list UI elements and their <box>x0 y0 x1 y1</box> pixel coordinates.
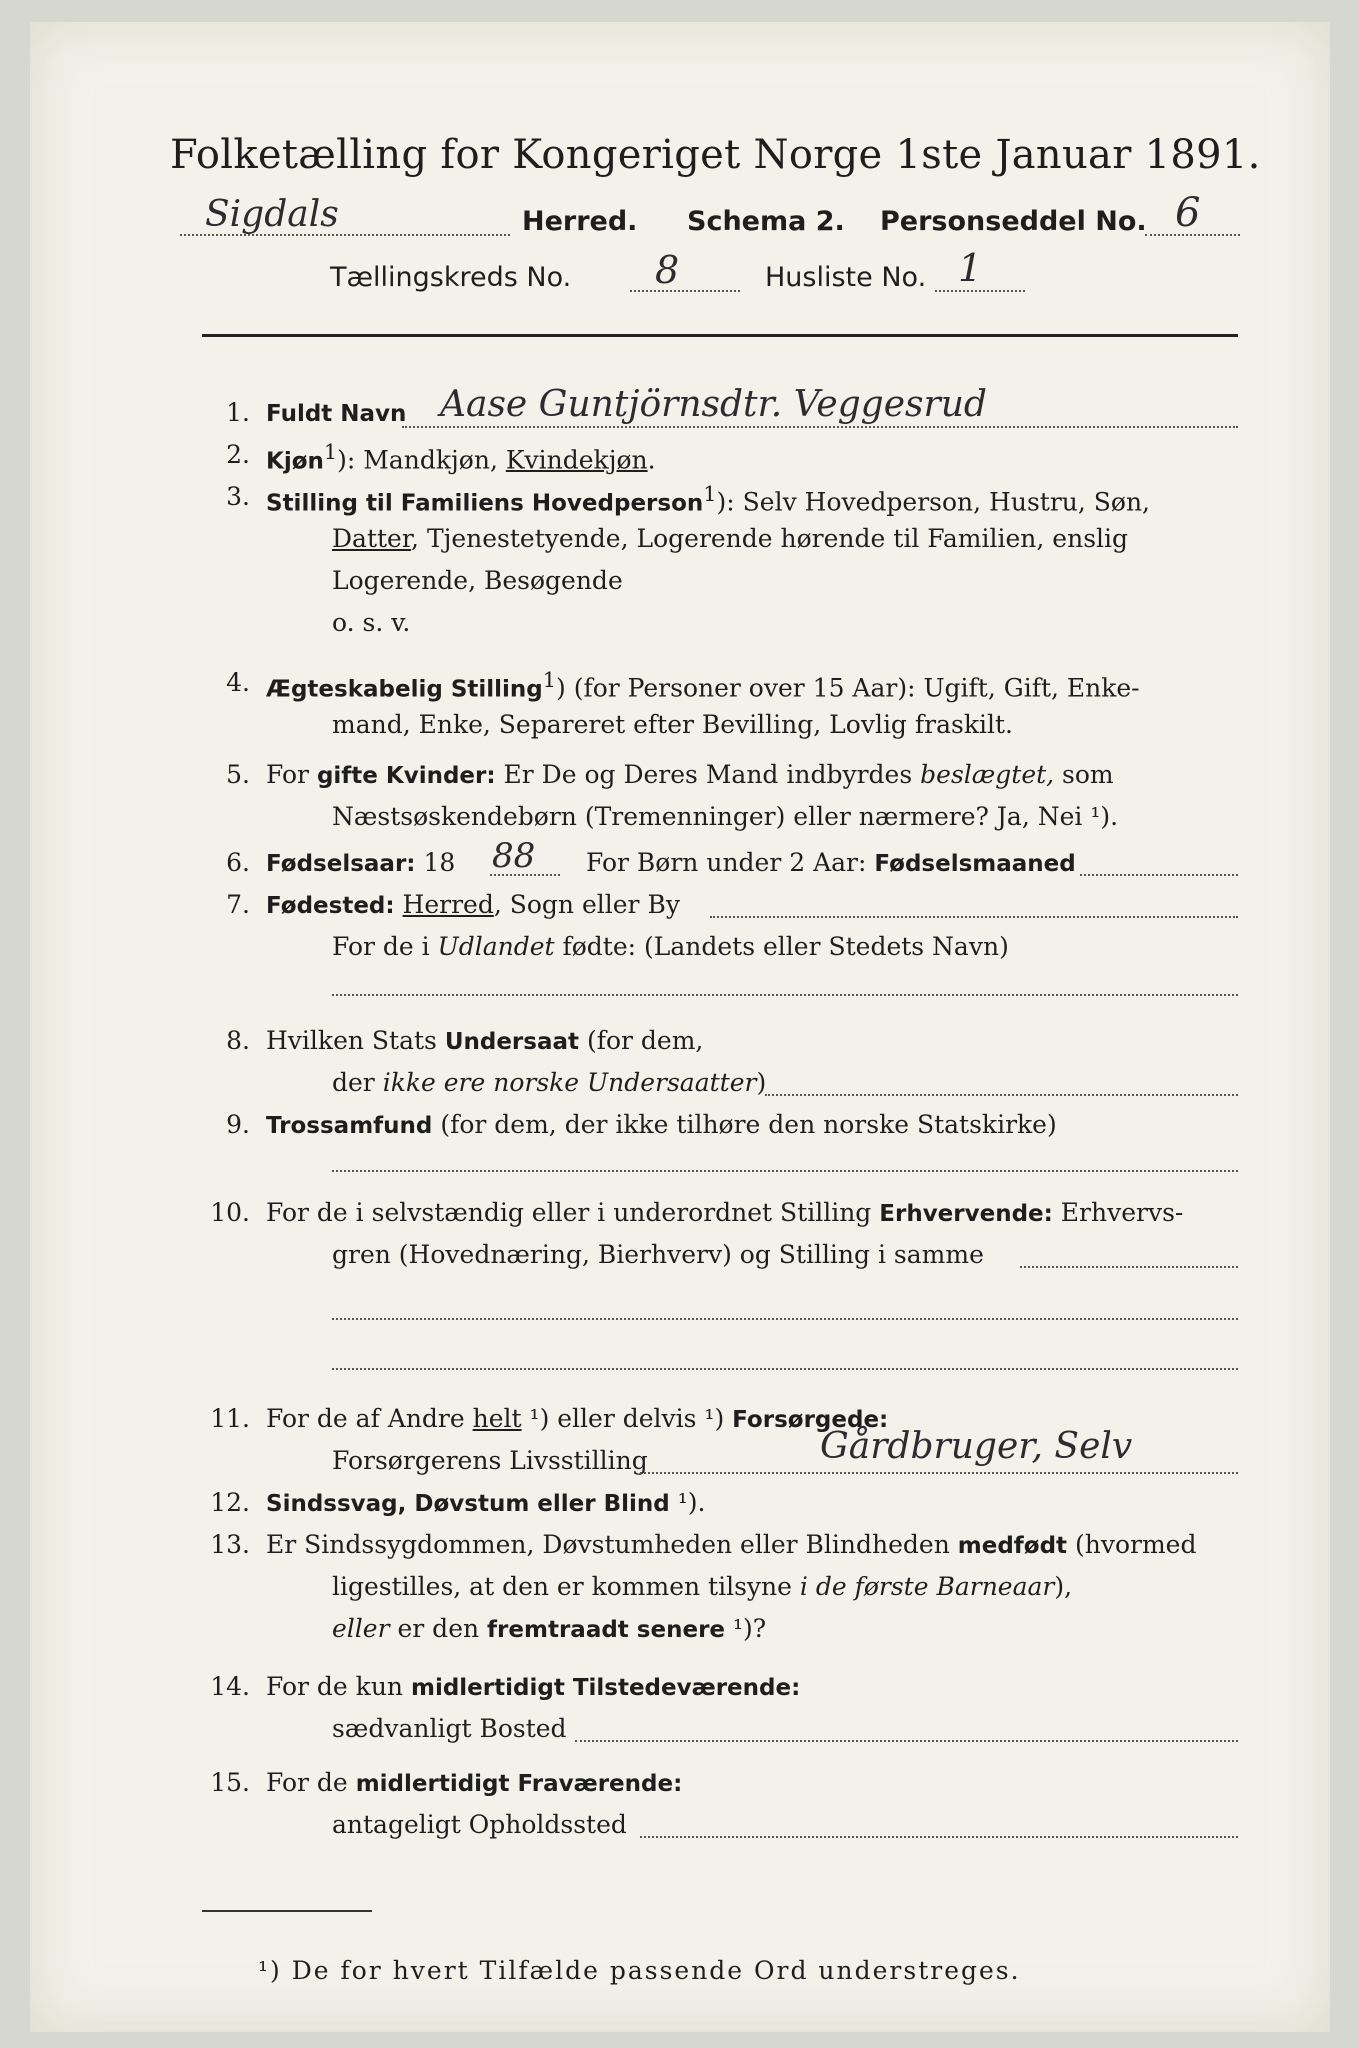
q11-label: Forsørgede: <box>732 1407 889 1433</box>
q8-rest: (for dem, <box>579 1026 704 1055</box>
q6-rest-text: For Børn under 2 Aar: <box>586 848 875 877</box>
q10-lead: For de i selvstændig eller i underordnet Stilling <box>266 1198 880 1227</box>
q7-number: 7. <box>226 890 250 919</box>
q14-number: 14. <box>210 1672 250 1701</box>
q15-lead: For de <box>266 1768 356 1797</box>
q15-number: 15. <box>210 1768 250 1797</box>
q8-lead: Hvilken Stats <box>266 1026 445 1055</box>
q3-line2-rest: , Tjenestetyende, Logerende hørende til Familien, enslig <box>411 524 1129 553</box>
q1-label: Fuldt Navn <box>266 401 407 427</box>
q2-rest-b: . <box>647 445 656 475</box>
q13-rest: (hvormed <box>1067 1530 1197 1559</box>
q13-lead: Er Sindssygdommen, Døvstumheden eller Blindheden <box>266 1530 958 1559</box>
q7-rest: , Sogn eller By <box>493 890 680 919</box>
q5-number: 5. <box>226 760 250 789</box>
q7-line2-a: For de i <box>332 932 438 961</box>
q15-line1 <box>266 1768 682 1797</box>
q13-label: medfødt <box>957 1533 1068 1559</box>
q10-number: 10. <box>210 1198 250 1227</box>
q1-value: Aase Guntjörnsdtr. Veggesrud <box>440 384 987 425</box>
q11-dotted-line <box>640 1472 1238 1474</box>
q2-rest-a: ): Mandkjøn, <box>337 445 506 475</box>
q1-dotted-line <box>402 426 1238 428</box>
q13-line3-italic: eller <box>332 1614 390 1643</box>
q7-line2-b: fødte: (Landets eller Stedets Navn) <box>554 932 1009 961</box>
q2-underlined: Kvindekjøn <box>505 445 648 475</box>
q11-line1 <box>266 1404 888 1433</box>
q15-dotted-line <box>640 1836 1238 1838</box>
q11-mid: ¹) eller delvis ¹) <box>521 1404 733 1433</box>
q12-number: 12. <box>210 1488 250 1517</box>
q3-line1-rest: ): Selv Hovedperson, Hustru, Søn, <box>716 487 1150 517</box>
q5-rest-b: som <box>1054 760 1114 789</box>
q12-rest: ¹). <box>669 1488 706 1517</box>
q7-line1 <box>266 890 680 919</box>
q2-label: Kjøn <box>266 448 324 475</box>
q11-number: 11. <box>210 1404 250 1433</box>
q6-month-dotted-line <box>1080 874 1238 876</box>
header-rule <box>202 334 1238 337</box>
q8-line2-italic: ikke ere norske Undersaatter <box>382 1068 757 1097</box>
q6-number: 6. <box>226 848 250 877</box>
q4-number: 4. <box>226 668 250 697</box>
q12-label: Sindssvag, Døvstum eller Blind <box>266 1491 670 1517</box>
q10-dotted-line-2 <box>332 1318 1238 1320</box>
herred-value: Sigdals <box>205 194 339 235</box>
q14-line2: sædvanligt Bosted <box>332 1714 567 1743</box>
personseddel-value: 6 <box>1175 190 1201 236</box>
kreds-value: 8 <box>655 248 680 292</box>
q12-line1 <box>266 1488 705 1517</box>
q8-line2-b: ) <box>756 1068 767 1097</box>
q3-label: Stilling til Familiens Hovedperson <box>266 490 704 517</box>
q10-line1 <box>266 1198 1183 1227</box>
q10-dotted-line-3 <box>332 1368 1238 1370</box>
q4-line1 <box>266 668 1140 702</box>
q7-dotted-line <box>710 916 1238 918</box>
q13-line2-a: ligestilles, at den er kommen tilsyne <box>332 1572 800 1601</box>
q8-line2-a: der <box>332 1068 383 1097</box>
census-form-page <box>30 22 1330 2032</box>
q13-line3-b: ¹)? <box>725 1614 767 1643</box>
q7-extra-dotted-line <box>332 994 1238 996</box>
q6-label: Fødselsaar: <box>266 851 416 877</box>
q11-line2: Forsørgerens Livsstilling <box>332 1446 648 1475</box>
q7-line2-italic: Udlandet <box>437 932 555 961</box>
q13-line3-a: er den <box>389 1614 488 1643</box>
q5-italic: beslægtet, <box>920 760 1055 789</box>
q7-label: Fødested: <box>266 893 395 919</box>
q8-label: Undersaat <box>444 1029 579 1055</box>
q11-lead: For de af Andre <box>266 1404 473 1433</box>
q5-lead: For <box>266 760 317 789</box>
q6-rest <box>586 848 1076 877</box>
q1-number: 1. <box>226 398 250 427</box>
q13-line3 <box>332 1614 766 1643</box>
q7-line2 <box>332 932 1009 961</box>
q8-number: 8. <box>226 1026 250 1055</box>
q5-label: gifte Kvinder: <box>316 763 496 789</box>
q6-year-value: 88 <box>492 836 536 876</box>
husliste-label: Husliste No. <box>765 262 927 293</box>
q11-underlined: helt <box>472 1404 522 1433</box>
q5-rest-a: Er De og Deres Mand indbyrdes <box>495 760 921 789</box>
q4-line2: mand, Enke, Separeret efter Bevilling, Lovlig fraskilt. <box>332 710 1013 739</box>
q7-underlined: Herred <box>402 890 494 919</box>
q8-line2 <box>332 1068 766 1097</box>
q4-sup: 1 <box>542 668 557 692</box>
q9-line1 <box>266 1110 1057 1139</box>
footnote-text: ¹) De for hvert Tilfælde passende Ord understreges. <box>258 1956 1021 1985</box>
q2-text <box>266 440 656 474</box>
q2-number: 2. <box>226 440 250 469</box>
q9-dotted-line <box>332 1170 1238 1172</box>
q10-label: Erhvervende: <box>879 1201 1053 1227</box>
q14-dotted-line <box>575 1740 1238 1742</box>
q9-label: Trossamfund <box>266 1113 433 1139</box>
herred-label: Herred. <box>522 206 638 237</box>
q4-line1-rest: ) (for Personer over 15 Aar): Ugift, Gift, Enke- <box>556 673 1140 703</box>
q5-line2: Næstsøskendebørn (Tremenninger) eller nærmere? Ja, Nei ¹). <box>332 802 1119 831</box>
q10-line2: gren (Hovednæring, Bierhverv) og Stilling i samme <box>332 1240 984 1269</box>
husliste-value: 1 <box>958 246 983 290</box>
q13-number: 13. <box>210 1530 250 1559</box>
q11-value: Gårdbruger, Selv <box>820 1426 1133 1467</box>
q3-line2 <box>332 524 1128 553</box>
q13-line2-b: ), <box>1054 1572 1073 1601</box>
form-title: Folketælling for Kongeriget Norge 1ste Januar 1891. <box>170 132 1261 178</box>
q6-line <box>266 848 455 877</box>
q3-line3: Logerende, Besøgende <box>332 566 623 595</box>
q6-label2: Fødselsmaaned <box>874 851 1076 877</box>
q9-rest: (for dem, der ikke tilhøre den norske Statskirke) <box>432 1110 1057 1139</box>
q15-line2: antageligt Opholdssted <box>332 1810 627 1839</box>
q1-text <box>266 398 406 427</box>
q14-lead: For de kun <box>266 1672 411 1701</box>
q14-label: midlertidigt Tilstedeværende: <box>410 1675 801 1701</box>
personseddel-label: Personseddel No. <box>880 206 1147 237</box>
q3-underlined: Datter <box>332 524 412 553</box>
q3-line4: o. s. v. <box>332 608 411 637</box>
q2-sup: 1 <box>323 440 338 464</box>
kreds-dotted-line <box>630 290 740 292</box>
q8-dotted-line <box>765 1094 1238 1096</box>
schema-label: Schema 2. <box>687 206 845 237</box>
q13-line3-label: fremtraadt senere <box>487 1617 726 1643</box>
q13-line2-italic: i de første Barneaar <box>799 1572 1055 1601</box>
q3-number: 3. <box>226 482 250 511</box>
q5-line1 <box>266 760 1114 789</box>
q13-line1 <box>266 1530 1196 1559</box>
q14-line1 <box>266 1672 800 1701</box>
q9-number: 9. <box>226 1110 250 1139</box>
q4-label: Ægteskabelig Stilling <box>266 676 543 703</box>
footnote-rule <box>202 1910 372 1912</box>
q3-line1 <box>266 482 1150 516</box>
kreds-label: Tællingskreds No. <box>330 262 572 293</box>
q15-label: midlertidigt Fraværende: <box>355 1771 683 1797</box>
q13-line2 <box>332 1572 1072 1601</box>
q6-year-prefix: 18 <box>423 848 456 877</box>
q8-line1 <box>266 1026 703 1055</box>
q3-sup: 1 <box>703 482 717 506</box>
q10-rest: Erhvervs- <box>1052 1198 1184 1227</box>
q10-dotted-line-1 <box>1020 1266 1238 1268</box>
husliste-dotted-line <box>935 290 1025 292</box>
